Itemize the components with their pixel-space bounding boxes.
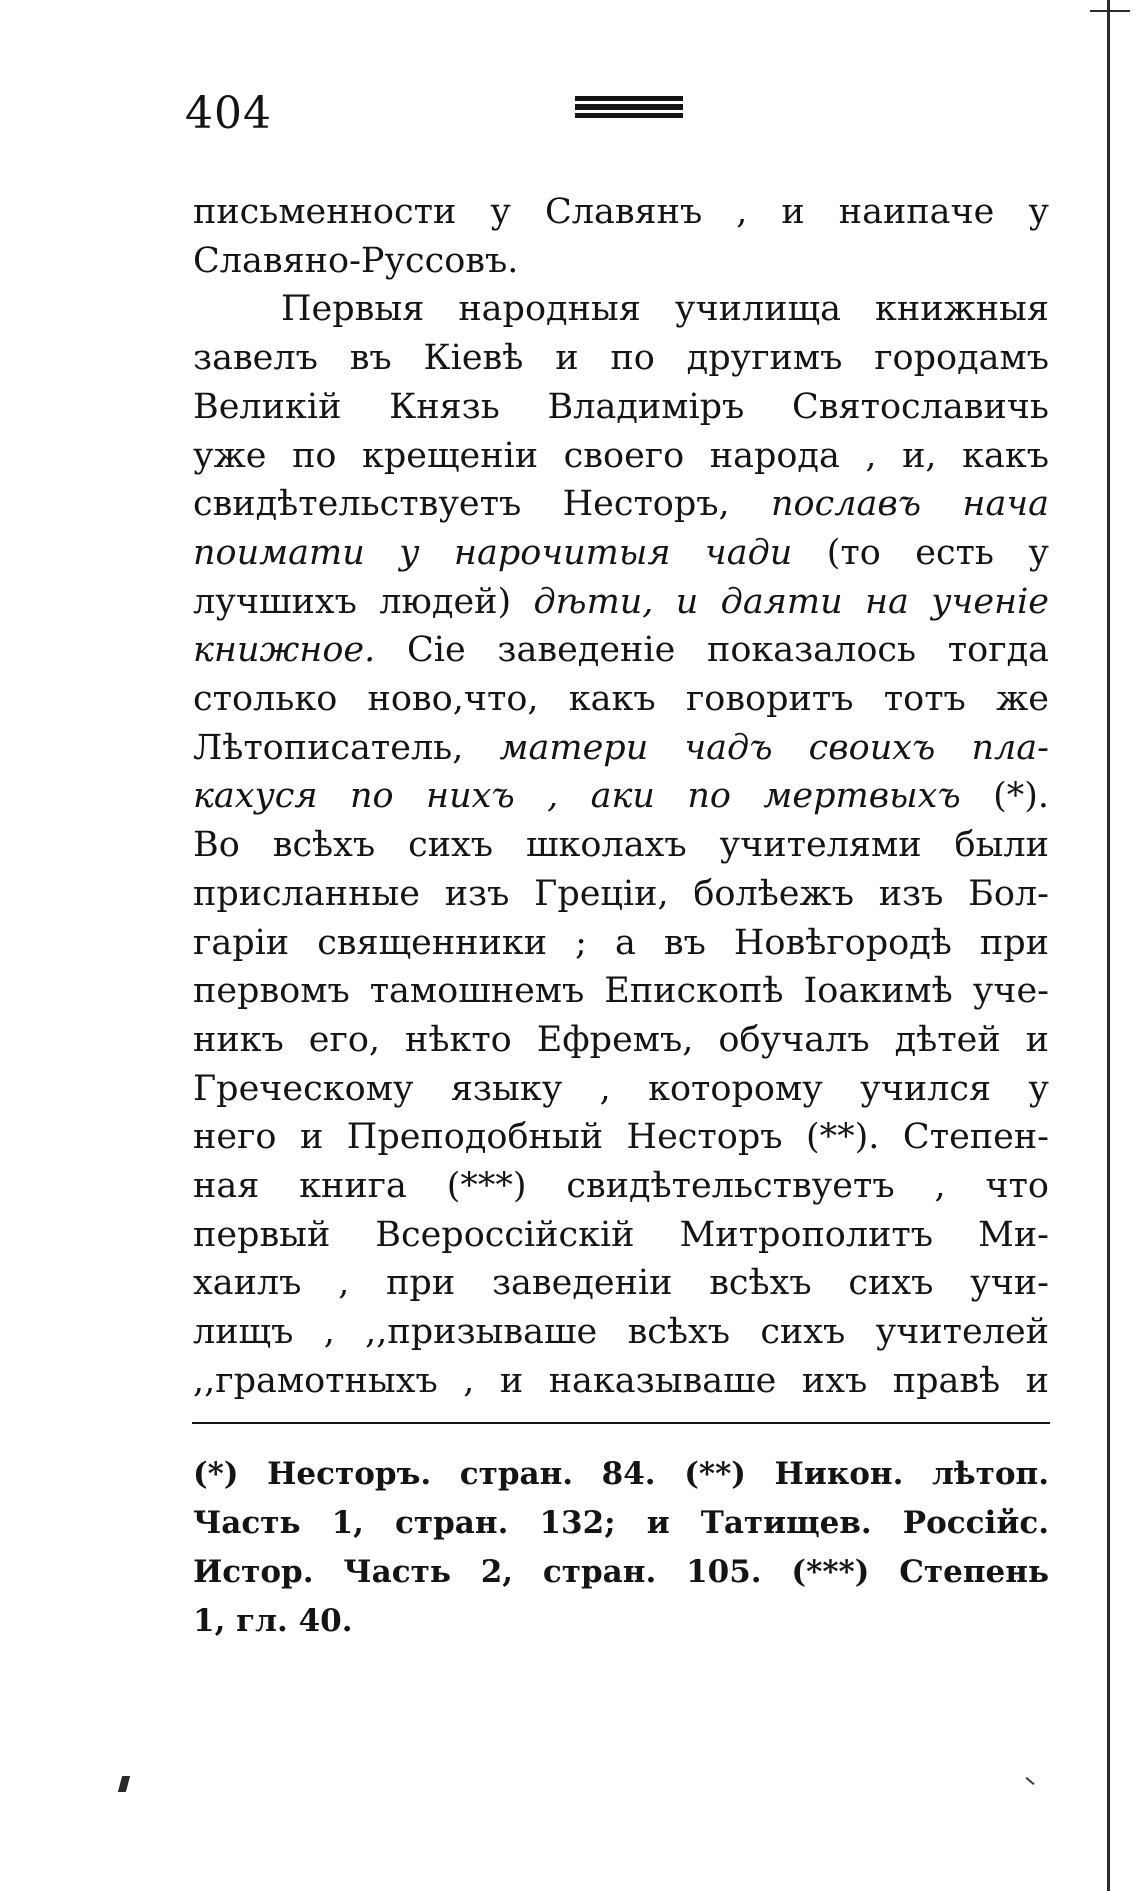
text-line: [193, 626, 1049, 675]
text-line: [193, 1162, 1049, 1211]
text-segment: завелъ въ Кіевѣ и по другимъ городамъ: [193, 338, 1049, 379]
text-line: [193, 967, 1049, 1016]
text-line: [193, 285, 1049, 334]
quoted-text: дѣти, и даяти на ученіе: [533, 581, 1049, 622]
text-segment: гаріи священники ; а въ Новѣгородѣ при: [193, 922, 1049, 963]
footnote-line: Часть 1, стран. 132; и Татищев. Россійс.: [193, 1505, 1049, 1541]
text-segment: Сіе заведеніе показалось тогда: [375, 630, 1049, 671]
text-segment: Греческому языку , которому учился у: [193, 1068, 1049, 1109]
footnote-separator: [192, 1422, 1050, 1424]
text-line: [193, 237, 1049, 286]
text-line: [193, 529, 1049, 578]
text-segment: свидѣтельствуетъ Несторъ,: [193, 484, 772, 525]
text-line: [193, 821, 1049, 870]
text-segment: никъ его, нѣкто Ефремъ, обучалъ дѣтей и: [193, 1019, 1049, 1060]
footnotes: [193, 1450, 1049, 1646]
main-text: [193, 188, 1049, 1406]
text-line: [193, 1065, 1049, 1114]
text-segment: уже по крещеніи своего народа , и, какъ: [193, 435, 1049, 476]
quoted-text: книжное.: [193, 630, 376, 671]
footnote-line: Истор. Часть 2, стран. 105. (***) Степень: [193, 1554, 1049, 1590]
text-line: [193, 1357, 1049, 1406]
page-number: 404: [185, 88, 272, 139]
text-segment: ,,грамотныхъ , и наказываше ихъ правѣ и: [193, 1360, 1049, 1401]
quoted-text: поимати у нарочитыя чади: [193, 532, 793, 573]
footnote-line: 1, гл. 40.: [193, 1603, 353, 1639]
text-segment: письменности у Славянъ , и наипаче у: [193, 192, 1049, 232]
quoted-text: матери чадъ своихъ пла-: [499, 727, 1049, 768]
page-edge-line: [1107, 0, 1110, 1891]
page-edge-mark: [1090, 10, 1130, 12]
text-segment: первый Всероссійскій Митрополитъ Ми-: [193, 1214, 1049, 1255]
text-line: [193, 1308, 1049, 1357]
text-segment: Славяно-Руссовъ.: [193, 240, 519, 281]
text-line: [193, 675, 1049, 724]
text-line: [193, 383, 1049, 432]
text-line: [193, 919, 1049, 968]
text-segment: лищъ , ,,призываше всѣхъ сихъ учителей: [193, 1312, 1049, 1353]
text-line: [193, 724, 1049, 773]
text-segment: хаилъ , при заведеніи всѣхъ сихъ учи-: [193, 1263, 1049, 1304]
text-line: [193, 1113, 1049, 1162]
scan-speck: [118, 1776, 130, 1792]
text-segment: первомъ тамошнемъ Епископѣ Іоакимѣ уче-: [193, 971, 1049, 1012]
text-line: [193, 1016, 1049, 1065]
text-line: [193, 1259, 1049, 1308]
text-segment: присланные изъ Греціи, болѣежъ изъ Бол-: [193, 873, 1049, 914]
text-line: [193, 772, 1049, 821]
quoted-text: пославъ нача: [771, 484, 1049, 525]
text-line: [193, 480, 1049, 529]
header-ornament-rule: [575, 96, 683, 121]
text-segment: (то есть у: [792, 532, 1049, 573]
text-segment: Лѣтописатель,: [193, 727, 500, 768]
text-segment: (*).: [960, 776, 1050, 817]
scan-speck: [1026, 1777, 1035, 1785]
text-segment: столько ново,что, какъ говоритъ тотъ же: [193, 679, 1049, 720]
quoted-text: кахуся по нихъ , аки по мертвыхъ: [193, 776, 961, 817]
text-segment: Первыя народныя училища книжныя: [281, 289, 1049, 330]
text-segment: лучшихъ людей): [193, 581, 534, 622]
text-line: [193, 432, 1049, 481]
text-line: [193, 578, 1049, 627]
text-line: [193, 188, 1049, 237]
text-line: [193, 870, 1049, 919]
text-segment: него и Преподобный Несторъ (**). Степен-: [193, 1117, 1049, 1158]
footnote-line: (*) Несторъ. стран. 84. (**) Никон. лѣтоп.: [193, 1456, 1049, 1492]
text-line: [193, 1211, 1049, 1260]
text-segment: Великій Князь Владиміръ Святославичь: [193, 386, 1049, 427]
text-segment: Во всѣхъ сихъ школахъ учителями были: [193, 825, 1049, 866]
text-segment: ная книга (***) свидѣтельствуетъ , что: [193, 1166, 1049, 1207]
text-line: [193, 334, 1049, 383]
